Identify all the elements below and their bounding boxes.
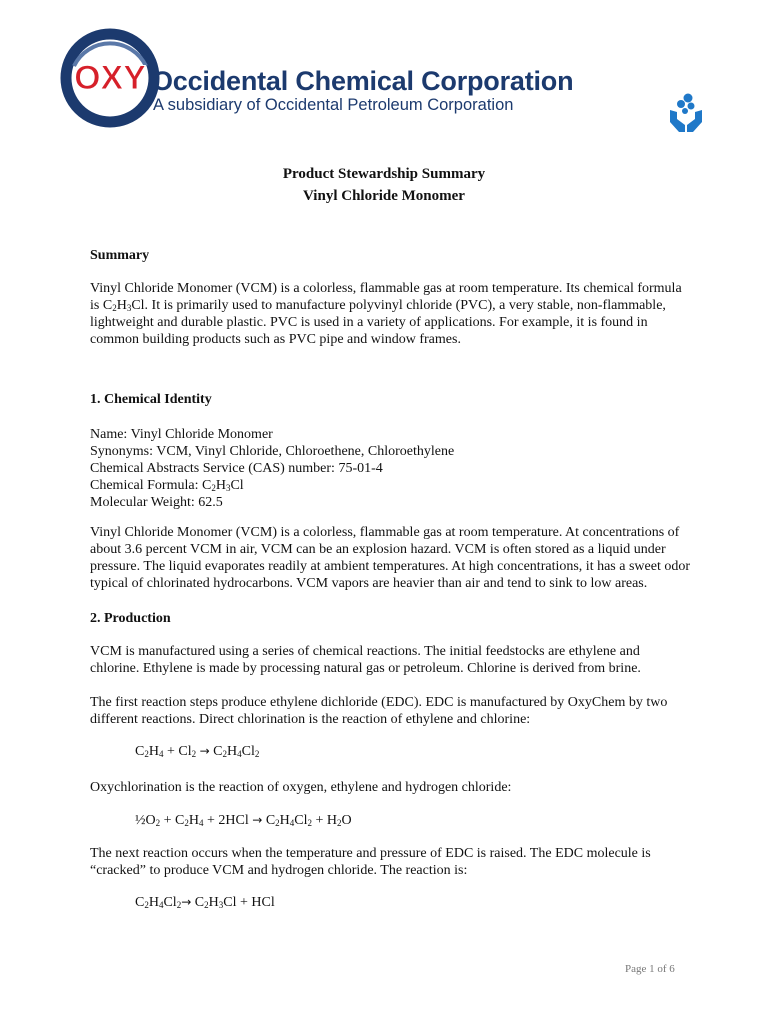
company-logo: [60, 28, 620, 128]
summary-text-1: Vinyl Chloride Monomer (VCM) is a colorless, flammable gas at room temperature. Its chemical formula is: [90, 281, 682, 313]
formula-vcm: $C_2H_3Cl$: [102, 298, 145, 313]
production-paragraph-4: The next reaction occurs when the temperature and pressure of EDC is raised. The EDC molecule is “cracked” to produce VCM and hydrogen chloride. The reaction is:: [90, 846, 651, 878]
company-name: Occidental Chemical Corporation: [152, 66, 574, 96]
production-paragraph-3: Oxychlorination is the reaction of oxygen, ethylene and hydrogen chloride:: [90, 780, 512, 795]
oxy-ring-logo: [60, 28, 160, 128]
summary-paragraph: [90, 280, 690, 348]
equation-oxychlorination: $\frac{1}{2}O_2 + C_2H_4 + 2HCl \to C_2H_4Cl_2 + H_2O$: [135, 813, 352, 828]
section-1-heading: 1. Chemical Identity: [90, 392, 212, 407]
production-paragraph-1: VCM is manufactured using a series of chemical reactions. The initial feedstocks are ethylene and chlorine. Ethylene is made by processing natural gas or petroleum. Chlorine is derived from brine.: [90, 644, 641, 676]
equation-direct-chlorination: $C_2H_4 + Cl_2 \to C_2H_4Cl_2$: [135, 744, 260, 759]
section-2-heading: 2. Production: [90, 611, 171, 626]
summary-heading: Summary: [90, 248, 150, 263]
subsidiary-line: A subsidiary of Occidental Petroleum Corporation: [153, 96, 514, 114]
section-1-paragraph: Vinyl Chloride Monomer (VCM) is a colorless, flammable gas at room temperature. At concentrations of about 3.6 percent VCM in air, VCM can be an explosion hazard. VCM is often stored as a liquid under pressure. The liquid evaporates readily at ambient temperatures. At high concentrations, it has a sweet odor typical of chlorinated hydrocarbons. VCM vapors are heavier than air and tend to sink to low areas.: [90, 525, 690, 591]
identity-name: Name: Vinyl Chloride Monomer: [90, 427, 273, 442]
document-subtitle: Vinyl Chloride Monomer: [303, 188, 465, 204]
chemical-identity-list: [90, 426, 690, 511]
responsible-care-icon: [667, 92, 705, 134]
identity-molecular-weight: Molecular Weight: 62.5: [90, 495, 223, 510]
production-paragraph-2: The first reaction steps produce ethylene dichloride (EDC). EDC is manufactured by OxyChem by two different reactions. Direct chlorination is the reaction of ethylene and chlorine:: [90, 695, 668, 727]
identity-synonyms: Synonyms: VCM, Vinyl Chloride, Chloroethene, Chloroethylene: [90, 444, 455, 459]
identity-formula: Chemical Formula: $C_2H_3Cl$: [90, 478, 244, 493]
summary-text-2: . It is primarily used to manufacture polyvinyl chloride (PVC), a very stable, non-flammable, lightweight and durable plastic. PVC is used in a variety of applications. For example, it is found in common building products such as PVC pipe and window frames.: [90, 298, 666, 347]
oxy-wordmark: OXY: [74, 59, 146, 97]
document-title: Product Stewardship Summary: [282, 166, 486, 182]
identity-cas: Chemical Abstracts Service (CAS) number: 75-01-4: [90, 461, 383, 476]
equation-edc-cracking: $C_2H_4Cl_2\to C_2H_3Cl$ + HCl: [135, 895, 275, 910]
page-number: Page 1 of 6: [625, 963, 675, 975]
